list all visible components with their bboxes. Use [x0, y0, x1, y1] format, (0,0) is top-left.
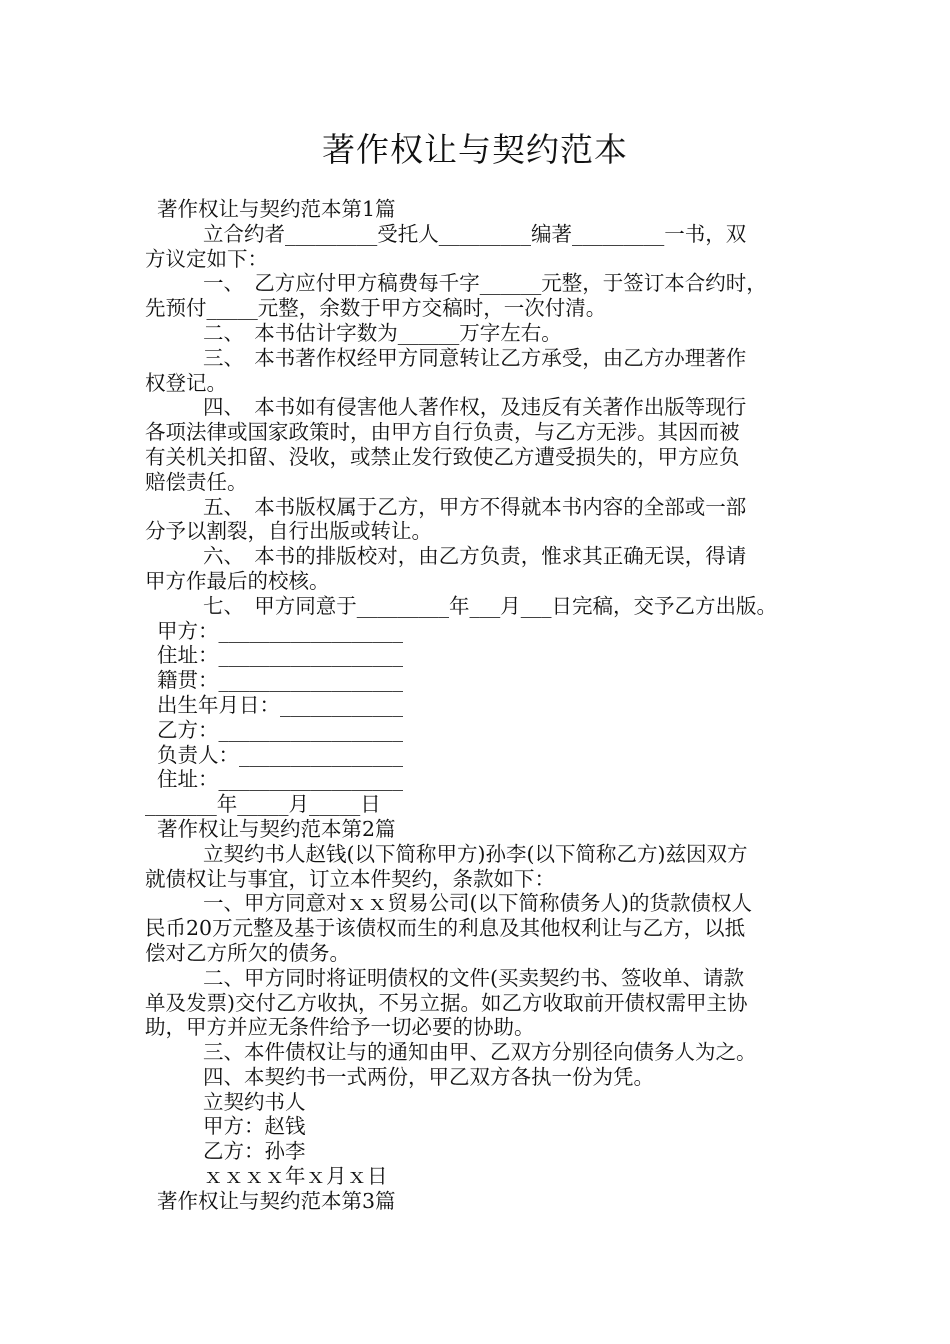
signatory-party-a: 甲方：赵钱: [203, 1114, 306, 1139]
signature-field-party-a: 甲方：__________________: [157, 618, 403, 643]
signatory-date: ｘｘｘｘ年ｘ月ｘ日: [203, 1164, 388, 1189]
clause-2-line: 二、甲方同时将证明债权的文件(买卖契约书、签收单、请款: [203, 965, 744, 990]
document-body: [145, 197, 825, 1214]
signatory-party-b: 乙方：孙李: [203, 1139, 306, 1164]
clause-1-line: 偿对乙方所欠的债务。: [145, 940, 350, 965]
section-heading-1: 著作权让与契约范本第1篇: [157, 197, 396, 221]
section-heading-2: 著作权让与契约范本第2篇: [157, 816, 396, 841]
document-title: 著作权让与契约范本: [322, 130, 628, 169]
signatory-heading: 立契约书人: [203, 1089, 306, 1114]
clause-5-line: 分予以割裂，自行出版或转让。: [145, 519, 432, 544]
clause-5-line: 五、 本书版权属于乙方，甲方不得就本书内容的全部或一部: [203, 494, 747, 519]
clause-1-line: 民币20万元整及基于该债权而生的利息及其他权利让与乙方，以抵: [145, 916, 746, 941]
clause-3-line: 三、 本书著作权经甲方同意转让乙方承受，由乙方办理著作: [203, 345, 747, 370]
clause-2-line: 助，甲方并应无条件给予一切必要的协助。: [145, 1015, 535, 1040]
clause-4-line: 各项法律或国家政策时，由甲方自行负责，与乙方无涉。其因而被: [145, 420, 740, 445]
clause-3-line: 权登记。: [145, 370, 227, 395]
clause-4-line: 四、本契约书一式两份，甲乙双方各执一份为凭。: [203, 1064, 654, 1089]
clause-6-line: 六、 本书的排版校对，由乙方负责，惟求其正确无误，得请: [203, 544, 747, 569]
signature-field-party-b: 乙方：__________________: [157, 717, 403, 742]
signature-date: _______年_____月_____日: [145, 792, 381, 817]
signature-field-address: 住址：__________________: [157, 643, 403, 668]
clause-4-line: 有关机关扣留、没收，或禁止发行致使乙方遭受损失的，甲方应负: [145, 444, 740, 469]
signature-field-address-b: 住址：__________________: [157, 767, 403, 792]
paragraph-line: 立契约书人赵钱(以下简称甲方)孙李(以下简称乙方)兹因双方: [203, 841, 748, 866]
clause-4-line: 四、 本书如有侵害他人著作权，及违反有关著作出版等现行: [203, 395, 747, 420]
paragraph-line: 立合约者_________受托人_________编著_________一书，双: [203, 221, 747, 246]
clause-1-line: 先预付_____元整，余数于甲方交稿时，一次付清。: [145, 296, 607, 321]
clause-3-line: 三、本件债权让与的通知由甲、乙双方分别径向债务人为之。: [203, 1040, 757, 1065]
clause-1-line: 一、甲方同意对ｘｘ贸易公司(以下简称债务人)的货款债权人: [203, 891, 752, 916]
clause-7-line: 七、 甲方同意于_________年___月___日完稿，交予乙方出版。: [203, 593, 777, 618]
clause-4-line: 赔偿责任。: [145, 469, 248, 494]
clause-6-line: 甲方作最后的校核。: [145, 568, 330, 593]
clause-2-line: 单及发票)交付乙方收执，不另立据。如乙方收取前开债权需甲主协: [145, 990, 748, 1015]
section-heading-3: 著作权让与契约范本第3篇: [157, 1188, 396, 1213]
clause-2-line: 二、 本书估计字数为______万字左右。: [203, 320, 562, 345]
paragraph-line: 方议定如下：: [145, 246, 268, 271]
clause-1-line: 一、 乙方应付甲方稿费每千字______元整，于签订本合约时，: [203, 271, 767, 296]
signature-field-origin: 籍贯：__________________: [157, 668, 403, 693]
signature-field-representative: 负责人：________________: [157, 742, 403, 767]
signature-field-birthdate: 出生年月日：____________: [157, 692, 403, 717]
paragraph-line: 就债权让与事宜，订立本件契约，条款如下：: [145, 866, 555, 891]
